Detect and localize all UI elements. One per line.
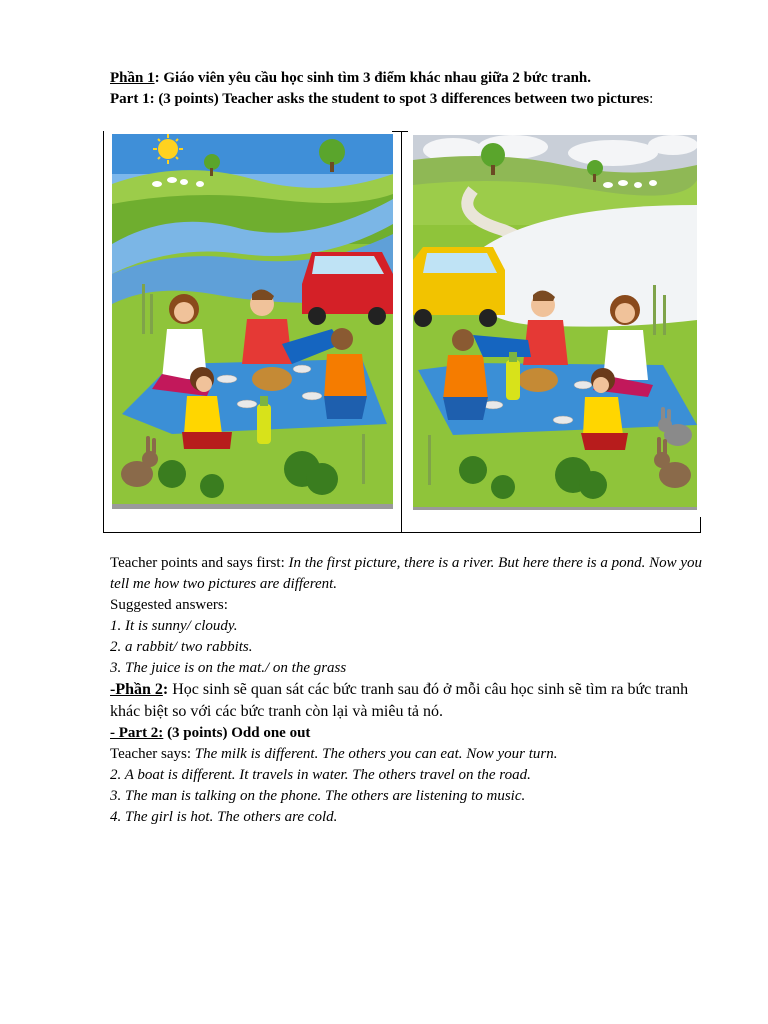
picnic-picture-left	[112, 134, 393, 509]
answer-line: 1. It is sunny/ cloudy.	[110, 618, 238, 634]
odd-one-item: 4. The girl is hot. The others are cold.	[110, 809, 338, 825]
instructions-text	[110, 553, 710, 828]
teacher-says: Teacher says: The milk is different. The others you can eat. Now your turn.	[110, 746, 558, 762]
picnic-picture-right	[413, 135, 697, 510]
odd-one-item: 3. The man is talking on the phone. The others are listening to music.	[110, 788, 526, 804]
part1-heading: Phần 1: Giáo viên yêu cầu học sinh tìm 3 điểm khác nhau giữa 2 bức tranh. Part 1: (3 points) Teacher asks the student to spot 3 differences between two pictures:	[110, 70, 654, 107]
part2-heading-en: - Part 2: (3 points) Odd one out	[110, 725, 311, 741]
answer-line: 3. The juice is on the mat./ on the grass	[110, 660, 347, 676]
odd-one-item: 2. A boat is different. It travels in water. The others travel on the road.	[110, 767, 531, 783]
part1-en-text: (3 points) Teacher asks the student to spot 3 differences between two pictures	[154, 91, 650, 107]
part1-label: Phần 1	[110, 70, 155, 86]
part1-en-label: Part 1:	[110, 91, 155, 107]
part2-heading-vn: -Phần 2: Học sinh sẽ quan sát các bức tranh sau đó ở mỗi câu học sinh sẽ tìm ra bức tranh khác biệt so với các bức tranh còn lại và miêu tả nó.	[110, 681, 689, 720]
answer-line: 2. a rabbit/ two rabbits.	[110, 639, 253, 655]
yellow-car	[413, 247, 505, 327]
part1-vn-text: Giáo viên yêu cầu học sinh tìm 3 điểm khác nhau giữa 2 bức tranh.	[159, 70, 591, 86]
suggested-heading: Suggested answers:	[110, 597, 228, 613]
intro-paragraph: Teacher points and says first: In the first picture, there is a river. But here there is a pond. Now you tell me how two pictures are different.	[110, 555, 703, 592]
